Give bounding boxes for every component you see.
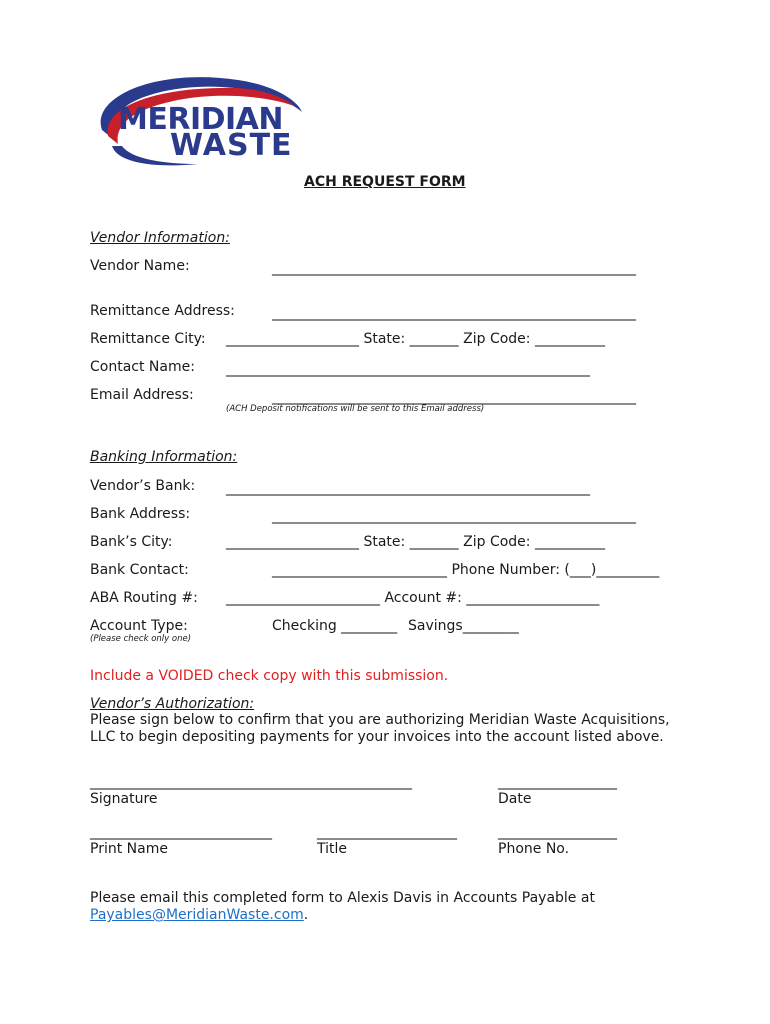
authorization-text-line2: LLC to begin depositing payments for your invoices into the account listed above. <box>90 729 664 745</box>
authorization-heading: Vendor’s Authorization: <box>90 696 255 712</box>
remittance-city-state-zip-field[interactable]: ___________________ State: _______ Zip Code: __________ <box>226 331 605 347</box>
phone-line[interactable]: _________________ <box>498 824 617 840</box>
authorization-text-line1: Please sign below to confirm that you are authorizing Meridian Waste Acquisitions, <box>90 712 670 728</box>
contact-name-label: Contact Name: <box>90 359 195 375</box>
bank-city-state-zip-field[interactable]: ___________________ State: _______ Zip Code: __________ <box>226 534 605 550</box>
bank-address-field[interactable]: ____________________________________________________ <box>272 508 636 524</box>
footer-email-line <box>90 907 308 923</box>
form-title: ACH REQUEST FORM <box>304 174 466 190</box>
footer-period: . <box>303 907 309 923</box>
logo-text-waste: WASTE <box>170 128 293 163</box>
print-name-line[interactable]: __________________________ <box>90 824 272 840</box>
savings-option[interactable]: Savings________ <box>408 618 519 634</box>
account-type-label: Account Type: <box>90 618 188 634</box>
bank-city-label: Bank’s City: <box>90 534 173 550</box>
email-notification-note: (ACH Deposit notifications will be sent to this Email address) <box>226 404 485 414</box>
remittance-address-field[interactable]: ____________________________________________________ <box>272 305 636 321</box>
title-line[interactable]: ____________________ <box>317 824 457 840</box>
contact-name-field[interactable]: ____________________________________________________ <box>226 361 590 377</box>
signature-label: Signature <box>90 791 158 807</box>
bank-contact-phone-field[interactable]: _________________________ Phone Number: (___)_________ <box>272 562 660 578</box>
account-type-note: (Please check only one) <box>90 634 192 644</box>
remittance-address-label: Remittance Address: <box>90 303 235 319</box>
email-address-field[interactable]: ____________________________________________________ <box>272 389 636 405</box>
bank-address-label: Bank Address: <box>90 506 191 522</box>
signature-line[interactable]: ______________________________________________ <box>90 774 412 790</box>
checking-option[interactable]: Checking ________ <box>272 618 398 634</box>
vendor-bank-label: Vendor’s Bank: <box>90 478 196 494</box>
logo-text-meridian: MERIDIAN <box>118 102 283 137</box>
vendor-info-heading: Vendor Information: <box>90 230 230 246</box>
vendor-name-label: Vendor Name: <box>90 258 190 274</box>
phone-label: Phone No. <box>498 841 570 857</box>
date-label: Date <box>498 791 532 807</box>
bank-contact-label: Bank Contact: <box>90 562 189 578</box>
vendor-name-field[interactable]: ____________________________________________________ <box>272 260 636 276</box>
aba-routing-account-field[interactable]: ______________________ Account #: ___________________ <box>226 590 600 606</box>
voided-check-notice: Include a VOIDED check copy with this submission. <box>90 668 449 684</box>
payables-email-link[interactable]: Payables@MeridianWaste.com <box>90 907 304 923</box>
meridian-waste-logo <box>88 72 308 168</box>
aba-routing-label: ABA Routing #: <box>90 590 198 606</box>
remittance-city-label: Remittance City: <box>90 331 206 347</box>
email-address-label: Email Address: <box>90 387 194 403</box>
vendor-bank-field[interactable]: ____________________________________________________ <box>226 480 590 496</box>
print-name-label: Print Name <box>90 841 168 857</box>
footer-instructions: Please email this completed form to Alexis Davis in Accounts Payable at <box>90 890 595 906</box>
date-line[interactable]: _________________ <box>498 774 617 790</box>
banking-info-heading: Banking Information: <box>90 449 238 465</box>
title-label: Title <box>317 841 348 857</box>
